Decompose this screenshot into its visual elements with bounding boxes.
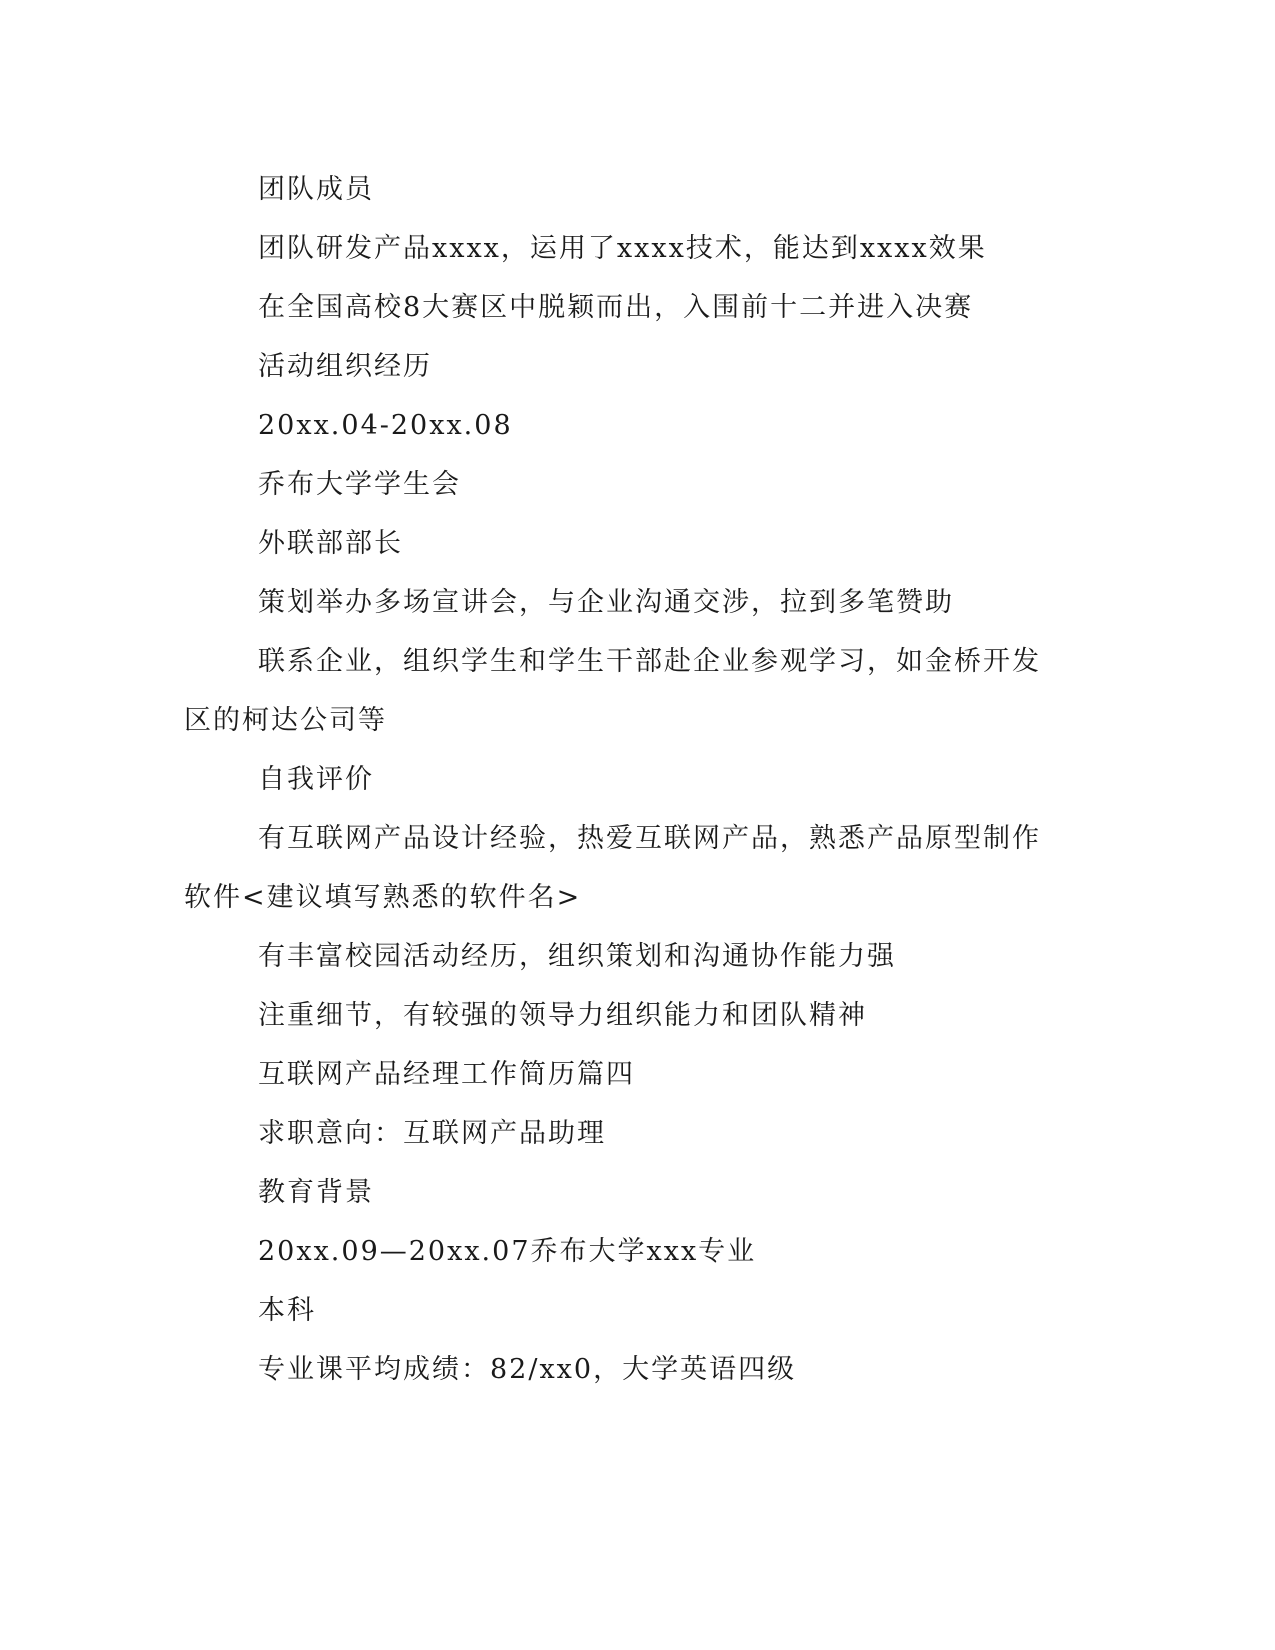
- paragraph-education-dates: 20xx.09—20xx.07乔布大学xxx专业: [258, 1236, 757, 1267]
- paragraph-degree: 本科: [258, 1295, 316, 1326]
- paragraph-job-intention: 求职意向：互联网产品助理: [258, 1118, 606, 1149]
- paragraph-student-union: 乔布大学学生会: [258, 469, 461, 500]
- paragraph-team-members-heading: 团队成员: [258, 174, 374, 205]
- paragraph-self-evaluation-heading: 自我评价: [258, 764, 374, 795]
- paragraph-design-experience: 有互联网产品设计经验，热爱互联网产品，熟悉产品原型制作软件<建议填写熟悉的软件名>: [184, 823, 1041, 913]
- paragraph-resume-section-title: 互联网产品经理工作简历篇四: [258, 1059, 635, 1090]
- paragraph-competition-result: 在全国高校8大赛区中脱颖而出，入围前十二并进入决赛: [258, 292, 974, 323]
- paragraph-team-product: 团队研发产品xxxx，运用了xxxx技术，能达到xxxx效果: [258, 233, 987, 264]
- paragraph-activity-heading: 活动组织经历: [258, 351, 432, 382]
- paragraph-grades: 专业课平均成绩：82/xx0，大学英语四级: [258, 1354, 797, 1385]
- paragraph-education-heading: 教育背景: [258, 1177, 374, 1208]
- paragraph-activity-dates: 20xx.04-20xx.08: [258, 410, 513, 441]
- document-body: [184, 160, 1084, 1399]
- paragraph-detail-leadership: 注重细节，有较强的领导力组织能力和团队精神: [258, 1000, 867, 1031]
- paragraph-seminars: 策划举办多场宣讲会，与企业沟通交涉，拉到多笔赞助: [258, 587, 954, 618]
- paragraph-campus-activities: 有丰富校园活动经历，组织策划和沟通协作能力强: [258, 941, 896, 972]
- paragraph-position: 外联部部长: [258, 528, 403, 559]
- paragraph-company-visits: 联系企业，组织学生和学生干部赴企业参观学习，如金桥开发区的柯达公司等: [184, 646, 1041, 736]
